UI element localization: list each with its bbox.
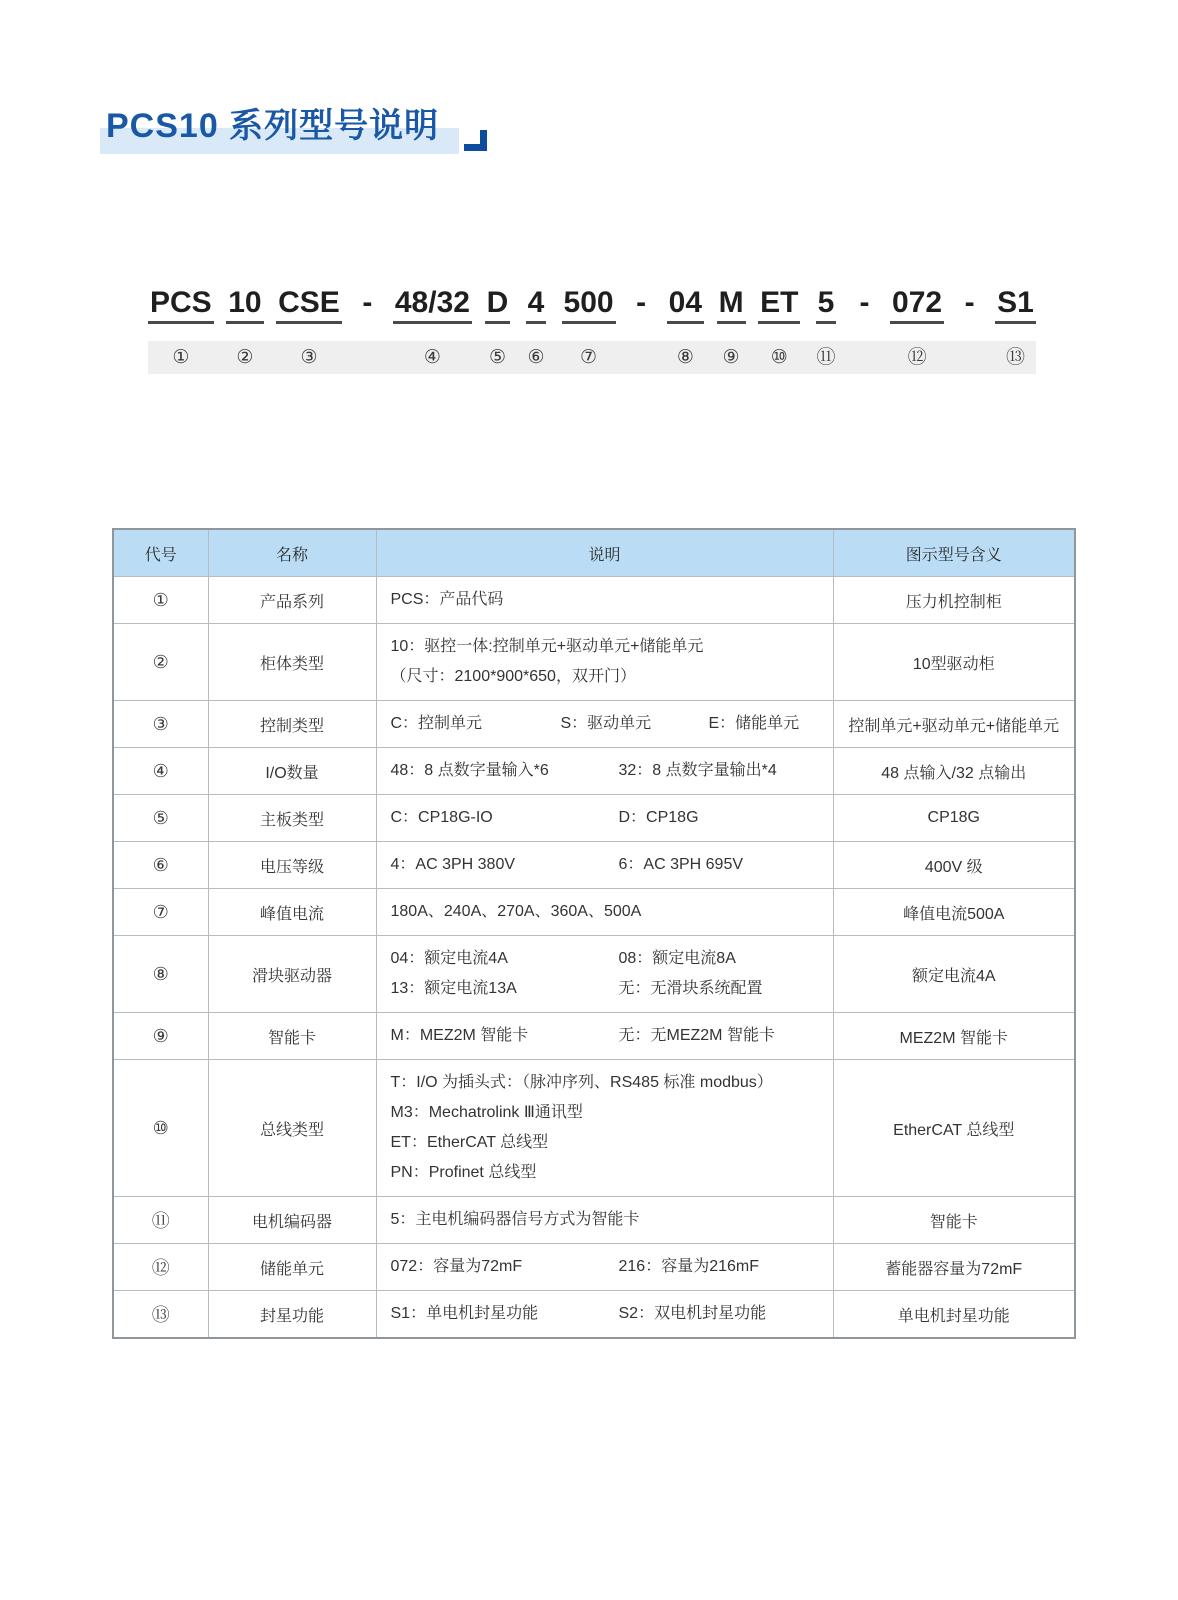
description-line [391,850,825,880]
cell-meaning: MEZ2M 智能卡 [833,1013,1075,1060]
cell-name: 储能单元 [208,1244,376,1291]
model-segment-number: ⑦ [580,347,598,368]
cell-code: ⑧ [113,936,208,1013]
model-segment-text: - [964,285,975,319]
description-line [391,1158,825,1188]
description-option: PCS：产品代码 [390,591,504,608]
description-option: 072：容量为72mF [390,1258,523,1275]
description-option: S：驱动单元 [560,715,652,732]
description-line [391,974,825,1004]
cell-code: ⑨ [113,1013,208,1060]
cell-name: 柜体类型 [208,624,376,701]
model-segment [628,276,654,374]
description-option: 04：额定电流4A [390,950,508,967]
table-row [113,1291,1075,1339]
table-row [113,1013,1075,1060]
page-title: PCS10 系列型号说明 [106,107,440,145]
model-segment [813,276,839,374]
model-segment [890,276,944,374]
description-option: 4：AC 3PH 380V [390,856,516,873]
description-line [391,1128,825,1158]
cell-description [376,1244,833,1291]
cell-name: 主板类型 [208,795,376,842]
model-code-columns [148,276,1036,374]
cell-name: 电压等级 [208,842,376,889]
cell-code: ② [113,624,208,701]
cell-description [376,842,833,889]
model-segment-number: ⑧ [676,347,694,368]
description-option: M：MEZ2M 智能卡 [390,1027,529,1044]
model-segment [667,276,704,374]
table-row [113,748,1075,795]
spec-table-wrap [112,528,1074,1339]
model-segment-text: 48/32 [393,287,472,325]
column-header: 代号 [113,529,208,577]
model-segment [226,276,263,374]
description-option: 32：8 点数字量输出*4 [618,762,777,779]
cell-description [376,624,833,701]
cell-description [376,1197,833,1244]
description-line [391,944,825,974]
model-segment-text: PCS [148,287,214,325]
description-option: 48：8 点数字量输入*6 [390,762,549,779]
cell-meaning: CP18G [833,795,1075,842]
model-segment-number: ⑪ [816,347,836,368]
cell-description [376,1013,833,1060]
description-option: C：CP18G-IO [390,809,493,826]
model-segment-text: 500 [562,287,616,325]
section-title [104,98,445,147]
model-segment-text: ET [758,287,800,325]
cell-name: I/O数量 [208,748,376,795]
cell-description [376,1291,833,1339]
cell-description [376,889,833,936]
column-header: 名称 [208,529,376,577]
model-segment-text: D [485,287,511,325]
model-segment-text: - [362,285,373,319]
model-segment [957,276,983,374]
description-line [391,709,825,739]
table-body [113,577,1075,1339]
description-option: 10：驱控一体:控制单元+驱动单元+储能单元 [390,638,704,655]
cell-meaning: 额定电流4A [833,936,1075,1013]
description-option: 13：额定电流13A [390,980,517,997]
cell-name: 峰值电流 [208,889,376,936]
cell-code: ⑤ [113,795,208,842]
cell-code: ⑥ [113,842,208,889]
model-segment-text: S1 [995,287,1036,325]
description-option: 无：无滑块系统配置 [618,980,763,997]
cell-name: 产品系列 [208,577,376,624]
model-segment-text: CSE [276,287,342,325]
model-segment-text: 10 [226,287,263,325]
cell-name: 电机编码器 [208,1197,376,1244]
description-line [391,756,825,786]
cell-meaning: 智能卡 [833,1197,1075,1244]
table-row [113,1244,1075,1291]
cell-description [376,1060,833,1197]
table-row [113,701,1075,748]
cell-description [376,936,833,1013]
table-row [113,936,1075,1013]
description-line [391,1021,825,1051]
cell-code: ⑩ [113,1060,208,1197]
cell-description [376,701,833,748]
model-code [148,276,1036,374]
description-option: S1：单电机封星功能 [390,1305,539,1322]
description-option: （尺寸：2100*900*650，双开门） [390,668,636,685]
description-option: PN：Profinet 总线型 [390,1164,537,1181]
table-row [113,577,1075,624]
cell-meaning: 单电机封星功能 [833,1291,1075,1339]
model-segment [758,276,800,374]
model-segment-number: ⑫ [907,347,927,368]
cell-name: 滑块驱动器 [208,936,376,1013]
cell-meaning: 控制单元+驱动单元+储能单元 [833,701,1075,748]
description-option: 08：额定电流8A [618,950,736,967]
model-segment [717,276,746,374]
description-option: C：控制单元 [390,715,483,732]
description-line [391,1299,825,1329]
spec-table [112,528,1076,1339]
cell-meaning: 峰值电流500A [833,889,1075,936]
model-segment [852,276,878,374]
corner-bracket-icon [464,130,487,151]
cell-code: ⑬ [113,1291,208,1339]
description-line [391,803,825,833]
description-line [391,632,825,662]
model-segment-text: 5 [816,287,837,325]
model-segment [995,276,1036,374]
cell-code: ⑫ [113,1244,208,1291]
model-segment [562,276,616,374]
description-option: D：CP18G [618,809,699,826]
model-segment-number: ② [236,347,254,368]
column-header: 图示型号含义 [833,529,1075,577]
cell-meaning: 400V 级 [833,842,1075,889]
table-header-row [113,529,1075,577]
description-option: M3：Mechatrolink Ⅲ通讯型 [390,1104,583,1121]
model-segment-number: ① [172,347,190,368]
model-segment [523,276,549,374]
cell-meaning: 48 点输入/32 点输出 [833,748,1075,795]
cell-code: ③ [113,701,208,748]
cell-name: 总线类型 [208,1060,376,1197]
table-row [113,624,1075,701]
cell-code: ⑪ [113,1197,208,1244]
model-segment-text: 04 [667,287,704,325]
table-row [113,795,1075,842]
cell-meaning: 蓄能器容量为72mF [833,1244,1075,1291]
cell-name: 智能卡 [208,1013,376,1060]
description-line [391,585,825,615]
model-segment-text: 072 [890,287,944,325]
model-segment-text: - [636,285,647,319]
table-row [113,889,1075,936]
column-header: 说明 [376,529,833,577]
model-segment-number: ③ [300,347,318,368]
cell-name: 封星功能 [208,1291,376,1339]
model-segment-number: ⑥ [527,347,545,368]
model-segment-number: ④ [423,347,441,368]
cell-description [376,577,833,624]
description-option: T：I/O 为插头式：（脉冲序列、RS485 标准 modbus） [390,1074,773,1091]
cell-code: ④ [113,748,208,795]
cell-code: ⑦ [113,889,208,936]
description-line [391,662,825,692]
description-option: 5：主电机编码器信号方式为智能卡 [390,1211,640,1228]
table-row [113,1060,1075,1197]
model-segment [484,276,510,374]
cell-name: 控制类型 [208,701,376,748]
model-segment-number: ⑨ [722,347,740,368]
cell-meaning: EtherCAT 总线型 [833,1060,1075,1197]
table-row [113,842,1075,889]
cell-meaning: 压力机控制柜 [833,577,1075,624]
description-option: ET：EtherCAT 总线型 [390,1134,549,1151]
model-segment-text: - [859,285,870,319]
model-segment [276,276,342,374]
model-segment-number: ⑩ [770,347,788,368]
cell-description [376,795,833,842]
description-line [391,1252,825,1282]
cell-code: ① [113,577,208,624]
description-option: E：储能单元 [708,715,800,732]
description-option: S2：双电机封星功能 [618,1305,767,1322]
description-line [391,1205,825,1235]
description-option: 216：容量为216mF [618,1258,759,1275]
model-segment-text: M [717,287,746,325]
model-segment-number: ⑬ [1006,347,1026,368]
cell-meaning: 10型驱动柜 [833,624,1075,701]
description-line [391,897,825,927]
description-option: 6：AC 3PH 695V [618,856,744,873]
cell-description [376,748,833,795]
model-segment [148,276,214,374]
model-segment-number: ⑤ [488,347,506,368]
description-option: 无：无MEZ2M 智能卡 [618,1027,775,1044]
description-line [391,1068,825,1098]
model-segment [354,276,380,374]
model-segment-text: 4 [526,287,547,325]
model-segment [393,276,472,374]
description-option: 180A、240A、270A、360A、500A [390,903,642,920]
table-row [113,1197,1075,1244]
description-line [391,1098,825,1128]
